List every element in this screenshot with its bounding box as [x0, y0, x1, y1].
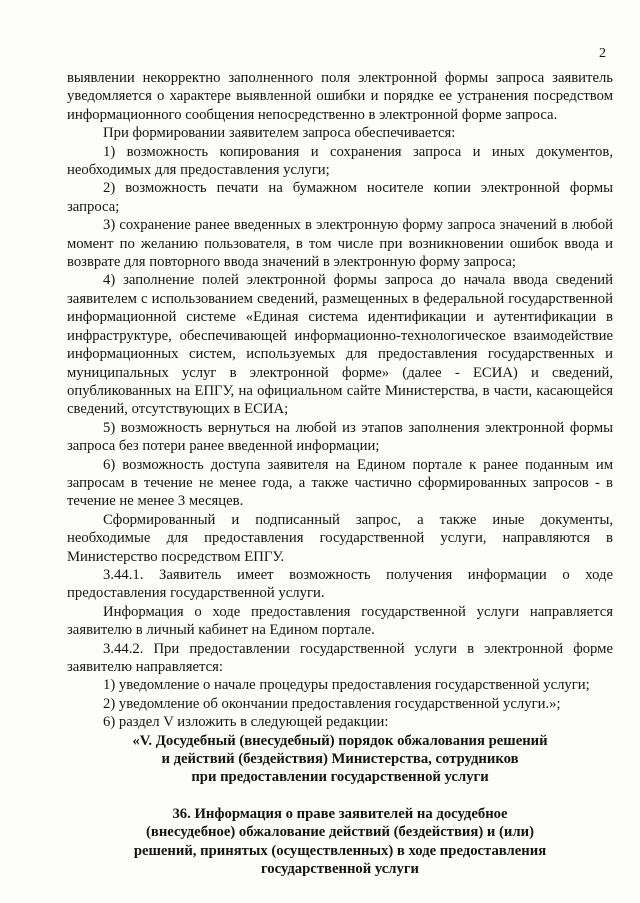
subsection-heading-line: (внесудебное) обжалование действий (бездействия) и (или): [146, 824, 534, 841]
section-heading-line: и действий (бездействия) Министерства, сотрудников: [161, 751, 519, 768]
paragraph: 3.44.2. При предоставлении государственной услуги в электронной форме заявителю направляется:: [67, 640, 613, 675]
section-heading-line: «V. Досудебный (внесудебный) порядок обжалования решений: [132, 732, 548, 749]
subsection-heading-line: государственной услуги: [260, 861, 420, 878]
paragraph: 5) возможность вернуться на любой из этапов заполнения электронной формы запроса без потери ранее введенной информации;: [67, 419, 613, 455]
paragraph: 3.44.1. Заявитель имеет возможность получения информации о ходе предоставления государственной услуги.: [67, 566, 613, 602]
paragraph: 3) сохранение ранее введенных в электронную форму запроса значений в любой момент по желанию пользователя, в том числе при возникновении ошибок ввода и возврате для повторного ввода значений в электронную форму запроса;: [67, 217, 613, 271]
paragraph: 2) уведомление об окончании предоставления государственной услуги.»;: [103, 695, 561, 712]
paragraph: 4) заполнение полей электронной формы запроса до начала ввода сведений заявителем с использованием сведений, размещенных в федеральной государственной информационной системе «Единая система идентификации и аутентификации в инфраструктуре, обеспечивающей информационно-технологическое взаимодействие информационных систем, используемых для предоставления государственных и муниципальных услуг в электронной форме» (далее - ЕСИА) и сведений, опубликованных на ЕПГУ, на официальном сайте Министерства, в части, касающейся сведений, отсутствующих в ЕСИА;: [67, 272, 613, 418]
paragraph: выявлении некорректно заполненного поля электронной формы запроса заявитель уведомляется о характере выявленной ошибки и порядке ее устранения посредством информационного сообщения непосредственно в электронной форме запроса.: [67, 70, 613, 123]
section-heading-line: при предоставлении государственной услуги: [191, 769, 489, 786]
paragraph: 1) уведомление о начале процедуры предоставления государственной услуги;: [103, 677, 590, 694]
subsection-heading-line: решений, принятых (осуществленных) в ходе предоставления: [133, 842, 547, 859]
page-number: 2: [599, 46, 606, 61]
section-heading: [67, 732, 613, 787]
paragraph: При формировании заявителем запроса обеспечивается:: [103, 125, 456, 142]
paragraph: 6) раздел V изложить в следующей редакции:: [103, 714, 389, 731]
paragraph: 6) возможность доступа заявителя на Едином портале к ранее поданным им запросам в течение не менее года, а также частично сформированных запросов - в течение не менее 3 месяцев.: [67, 456, 613, 510]
subsection-heading-line: 36. Информация о праве заявителей на досудебное: [172, 805, 508, 822]
subsection-heading: [67, 805, 613, 879]
paragraph: 1) возможность копирования и сохранения запроса и иных документов, необходимых для предоставления услуги;: [67, 143, 613, 179]
paragraph: 2) возможность печати на бумажном носителе копии электронной формы запроса;: [67, 180, 613, 215]
body-text: [67, 69, 613, 878]
paragraph: Сформированный и подписанный запрос, а также иные документы, необходимые для предоставления государственной услуги, направляются в Министерство посредством ЕПГУ.: [67, 511, 613, 565]
paragraph: Информация о ходе предоставления государственной услуги направляется заявителю в личный кабинет на Едином портале.: [67, 603, 613, 639]
